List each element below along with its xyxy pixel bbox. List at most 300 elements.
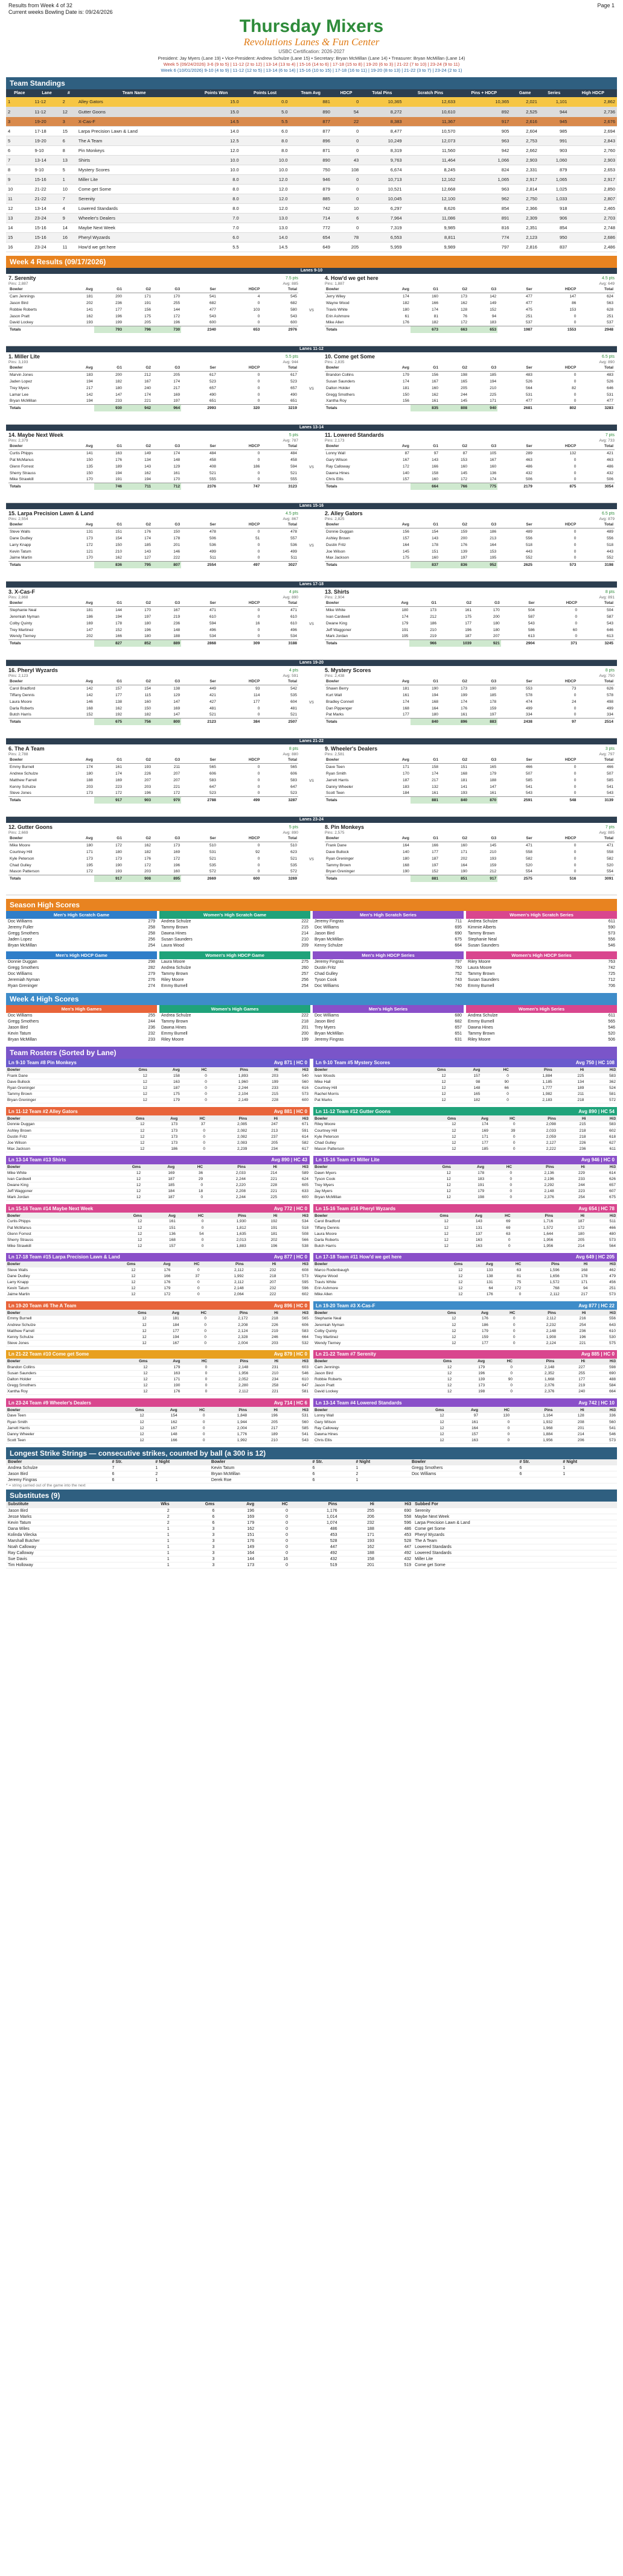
subs-cell: 0 [256, 1562, 290, 1568]
score-value: 797 [455, 960, 462, 964]
roster-cell: Lonny Wall [313, 1413, 406, 1419]
totals-row [8, 483, 298, 490]
score-value: 232 [148, 1032, 155, 1036]
bowler-name: Emmy Burnell [468, 1020, 494, 1024]
standings-cell: 5.0 [241, 107, 290, 116]
bowler-row [8, 463, 298, 470]
lane-banner: Lanes 9-10 [6, 268, 617, 274]
roster-team-meta: Avg 750 | HC 108 [575, 1060, 615, 1065]
roster-row [6, 1134, 310, 1140]
team-stats [325, 439, 615, 443]
bowler-row [325, 712, 615, 719]
high-score-box [6, 951, 157, 989]
roster-header-row [6, 1164, 310, 1170]
bowler-cell: 554 [607, 869, 613, 874]
bowler-cell: 131 [86, 529, 93, 534]
roster-cell: 172 [554, 1225, 586, 1231]
bowler-cell: Pat Marks [326, 712, 344, 717]
roster-cell: 2,149 [208, 1097, 249, 1103]
strike-cell [561, 1477, 617, 1483]
totals-cell: 756 [123, 719, 152, 725]
standings-cell: 1,025 [539, 184, 569, 194]
totals-row [8, 797, 298, 804]
bowler-row [8, 862, 298, 869]
roster-cell: 12 [411, 1225, 449, 1231]
strike-col: # Night [153, 1459, 209, 1465]
score-value: 276 [148, 978, 155, 982]
standings-cell: 8,811 [404, 232, 458, 242]
roster-cell: 0 [181, 1073, 208, 1079]
team-stats [8, 831, 298, 836]
roster-cell: 215 [557, 1121, 587, 1128]
roster-team-meta: Avg 871 | HC 0 [273, 1060, 307, 1065]
high-score-header: Men's High Scratch Series [313, 911, 464, 919]
match-row [6, 431, 617, 503]
totals-cell: 384 [217, 719, 261, 725]
bowler-col: G1 [94, 757, 123, 764]
bowler-cell: Steve Walls [10, 529, 31, 534]
team-rosters [6, 1059, 617, 1444]
bowler-cell: 617 [209, 372, 216, 377]
team-card [322, 744, 617, 816]
roster-cell: 573 [277, 1274, 310, 1280]
standings-cell: 2,351 [511, 223, 539, 232]
team-card [322, 588, 617, 659]
roster-team-meta: Avg 772 | HC 0 [273, 1205, 307, 1211]
standings-cell: 885 [290, 194, 332, 203]
standings-cell: 2,662 [511, 145, 539, 155]
bowler-col: G3 [468, 679, 497, 685]
subs-row [6, 1508, 617, 1514]
bowler-cell: 156 [432, 372, 438, 377]
bowler-cell: 168 [403, 863, 409, 868]
subs-cell: Dana Wiles [6, 1526, 129, 1532]
team-stats [8, 439, 298, 443]
roster-cell: 0 [485, 1188, 513, 1194]
standings-cell: Pin Monkeys [77, 145, 192, 155]
bowler-name: Chad Gulley [315, 972, 338, 976]
roster-header-row [313, 1164, 617, 1170]
standings-cell: 14.5 [191, 116, 240, 126]
standings-cell: 1,065 [457, 174, 511, 184]
roster-team-meta: Avg 877 | HC 22 [578, 1302, 615, 1309]
team-avg: Avg: 591 [283, 673, 298, 678]
roster-cell: 173 [145, 1134, 179, 1140]
team-card [6, 588, 301, 659]
roster-col: Bowler [313, 1310, 420, 1316]
roster-cell: 0 [179, 1425, 206, 1431]
standings-cell: 10,570 [404, 126, 458, 136]
bowler-cell: 151 [461, 764, 468, 769]
roster-table [313, 1213, 617, 1249]
roster-col: Hi3 [278, 1213, 310, 1219]
bowler-cell: 499 [525, 706, 532, 711]
strike-col: Bowler [209, 1459, 311, 1465]
roster-cell: 0 [181, 1328, 208, 1334]
bowler-col: G2 [439, 365, 468, 372]
standings-cell: Come get Some [77, 184, 192, 194]
roster-row [313, 1437, 617, 1443]
bowler-cell: 168 [86, 706, 93, 711]
bowler-cell: 187 [465, 634, 472, 639]
bowler-name: Jeremy Fuller [8, 925, 34, 930]
high-score-row [159, 971, 310, 977]
roster-cell: 184 [142, 1188, 176, 1194]
high-score-row [313, 977, 464, 983]
roster-row [6, 1073, 310, 1079]
standings-cell: 0 [332, 184, 360, 194]
bowler-cell: 160 [461, 843, 468, 848]
bowler-col: Ser [181, 522, 217, 528]
bowler-col: G2 [438, 600, 473, 607]
bowler-col: Bowler [8, 600, 63, 607]
bowler-row [325, 313, 615, 320]
standings-row [6, 184, 617, 194]
bowler-header [325, 365, 615, 372]
bowler-col: G3 [152, 757, 181, 764]
roster-card [313, 1059, 617, 1104]
bowler-cell: 0 [257, 712, 260, 717]
roster-cell: 2,376 [513, 1194, 555, 1201]
subs-cell: 3 [171, 1538, 217, 1544]
bowler-cell: 172 [403, 464, 409, 469]
roster-cell: 12 [407, 1073, 447, 1079]
roster-cell: 210 [248, 1437, 279, 1443]
roster-col: Hi [248, 1213, 279, 1219]
team-card [322, 431, 617, 503]
bowler-cell: 558 [607, 849, 613, 854]
bowler-cell: 194 [144, 477, 152, 482]
roster-cell: 12 [407, 1097, 447, 1103]
standings-row [6, 174, 617, 184]
bowler-cell: 0 [573, 849, 577, 854]
roster-cell: 0 [181, 1389, 208, 1395]
subs-cell: Larpa Precision Lawn & Land [413, 1520, 617, 1526]
bowler-cell: 0 [575, 608, 578, 612]
roster-cell: 247 [248, 1121, 279, 1128]
bowler-cell: 168 [461, 771, 468, 776]
bowler-cell: 190 [403, 869, 409, 874]
bowler-cell: 178 [115, 621, 122, 626]
strike-cell: 1 [561, 1471, 617, 1477]
team-name-row [325, 432, 615, 439]
bowler-table [8, 365, 298, 411]
roster-cell: 177 [457, 1140, 489, 1146]
bowler-cell: 195 [401, 634, 409, 639]
roster-cell: Dave Teen [6, 1413, 107, 1419]
page-top [0, 0, 623, 16]
bowler-cell: 94 [491, 314, 497, 319]
roster-cell: Mike Strawkill [6, 1243, 104, 1249]
bowler-col: Avg [63, 836, 94, 842]
bowler-row [8, 620, 298, 627]
bowler-cell: 154 [115, 536, 122, 541]
bowler-cell: 143 [432, 457, 438, 462]
standings-cell: 9 [6, 174, 33, 184]
bowler-cell: 481 [290, 706, 297, 711]
bowler-cell: 162 [144, 843, 152, 848]
standings-cell: 1,101 [539, 97, 569, 107]
team-pins: Pins: 2,887 [8, 281, 28, 286]
bowler-cell: Mike Strawkill [10, 477, 34, 482]
team-avg: Avg: 879 [599, 516, 615, 521]
bowler-cell: 557 [290, 536, 297, 541]
totals-cell [63, 719, 94, 725]
high-score-table [6, 1013, 157, 1043]
bowler-cell: Bryan McMillan [10, 399, 37, 404]
subs-cell: 3 [171, 1550, 217, 1556]
bowler-cell: 180 [115, 849, 122, 854]
bowler-cell: 196 [465, 627, 472, 632]
bowler-name: Bryan McMillan [8, 944, 37, 948]
roster-cell: Ivan Woods [313, 1073, 407, 1079]
roster-cell: 0 [179, 1146, 206, 1152]
totals-cell: 835 [411, 405, 439, 411]
roster-cell: 1,968 [511, 1425, 554, 1431]
roster-team-name: Ln 23-24 Team #9 Wheeler's Dealers [8, 1400, 91, 1406]
totals-cell: 516 [534, 875, 578, 882]
roster-cell: Trey Myers [313, 1182, 414, 1188]
subs-cell: 144 [216, 1556, 256, 1562]
bowler-cell: 181 [86, 294, 93, 299]
roster-cell: 0 [179, 1419, 206, 1425]
roster-row [313, 1170, 617, 1176]
bowler-name: Stephanie Neal [468, 937, 497, 942]
bowler-cell: 24 [572, 699, 577, 704]
roster-cell: 618 [587, 1134, 617, 1140]
roster-cell: 12 [107, 1431, 145, 1437]
bowler-col: Bowler [325, 365, 379, 372]
roster-cell: 657 [586, 1182, 617, 1188]
bowler-col: HDCP [534, 522, 578, 528]
subs-cell: 151 [216, 1532, 256, 1538]
roster-cell: Ryan Greninger [6, 1085, 111, 1091]
roster-cell: 0 [490, 1334, 517, 1340]
bowler-cell: 0 [257, 385, 260, 390]
roster-col: Hi [247, 1164, 278, 1170]
bowler-name: Doc Williams [315, 984, 339, 988]
standings-cell: 2,525 [511, 107, 539, 116]
roster-col: Hi3 [586, 1359, 617, 1365]
totals-cell: 940 [468, 405, 497, 411]
roster-cell: 176 [137, 1267, 172, 1274]
roster-cell: 159 [457, 1334, 489, 1340]
roster-cell: 0 [181, 1365, 208, 1371]
bowler-cell: 185 [490, 372, 497, 377]
team-stats [325, 360, 615, 365]
bowler-row [325, 548, 615, 555]
standings-cell: 8,319 [360, 145, 403, 155]
team-name-row [325, 275, 615, 282]
high-score-row [159, 983, 310, 989]
roster-cell: 154 [145, 1413, 179, 1419]
bowler-cell: 541 [607, 784, 613, 789]
roster-col: Pins [513, 1164, 555, 1170]
bowler-cell: 160 [432, 385, 438, 390]
subs-cell: Lowered Standards [413, 1544, 617, 1550]
bowler-cell: 82 [572, 385, 577, 390]
bowler-col: G2 [123, 443, 152, 450]
lane-banner: Lanes 19-20 [6, 660, 617, 666]
roster-cell: 1,572 [512, 1225, 555, 1231]
team-name-row [325, 354, 615, 360]
bowler-col: Avg [379, 757, 411, 764]
roster-cell: Dave Bullock [6, 1079, 111, 1085]
roster-cell: Courtney Hill [313, 1128, 420, 1134]
team-pins: Pins: 2,669 [8, 830, 28, 835]
roster-row [313, 1079, 617, 1085]
roster-header [313, 1253, 617, 1261]
roster-cell: 541 [586, 1425, 617, 1431]
roster-cell: 171 [149, 1377, 182, 1383]
bowler-cell: 521 [290, 471, 297, 475]
roster-cell: 254 [555, 1194, 586, 1201]
subs-row [6, 1520, 617, 1526]
totals-row [325, 326, 615, 333]
bowler-cell: 0 [573, 863, 577, 868]
bowler-col: Bowler [325, 679, 379, 685]
bowler-cell: Trey Myers [10, 385, 30, 390]
bowler-col: HDCP [534, 365, 578, 372]
bowler-row [8, 784, 298, 790]
bowler-col: Total [577, 522, 615, 528]
standings-cell: 10.0 [241, 165, 290, 174]
bowler-col: Bowler [8, 679, 63, 685]
roster-col: HC [490, 1310, 517, 1316]
bowler-cell: 4 [257, 294, 260, 299]
roster-cell: 541 [279, 1431, 310, 1437]
subs-cell: Jason Bird [6, 1508, 129, 1514]
standings-col-header: Game [511, 89, 539, 97]
roster-card [313, 1253, 617, 1298]
bowler-col: G2 [123, 365, 152, 372]
strike-note: * = string carried out of the game into the next [6, 1483, 86, 1488]
bowler-cell: 150 [86, 457, 93, 462]
bowler-cell: 166 [432, 464, 438, 469]
high-score-row [313, 983, 464, 989]
roster-cell: 219 [555, 1383, 586, 1389]
bowler-cell: 0 [573, 764, 577, 769]
bowler-row [8, 770, 298, 777]
roster-cell: 2,244 [204, 1176, 247, 1182]
roster-cell: 664 [586, 1389, 617, 1395]
bowler-cell: 161 [432, 399, 438, 404]
team-name: 5. Mystery Scores [325, 667, 371, 673]
roster-team-name: Ln 11-12 Team #2 Alley Gators [8, 1108, 78, 1114]
roster-cell: 617 [279, 1146, 310, 1152]
roster-team-name: Ln 19-20 Team #3 X-Cas-F [316, 1302, 375, 1309]
roster-cell: 610 [587, 1328, 617, 1334]
roster-col: Avg [137, 1261, 172, 1267]
roster-cell: 12 [414, 1182, 452, 1188]
bowler-cell: Steve Jones [10, 791, 31, 796]
roster-cell: Bryan Greninger [6, 1097, 111, 1103]
bowler-cell: Kyle Peterson [10, 856, 34, 861]
bowler-cell: 141 [461, 784, 468, 789]
subs-cell: 447 [376, 1544, 413, 1550]
bowler-name: Trey Myers [315, 1026, 336, 1030]
totals-label: Totals [325, 797, 379, 804]
bowler-cell: 158 [432, 764, 438, 769]
subs-cell: 1,074 [290, 1520, 339, 1526]
roster-cell: Dawn Myers [313, 1170, 414, 1176]
standings-cell: 13-14 [33, 203, 61, 213]
roster-cell: 130 [479, 1413, 511, 1419]
totals-cell: 852 [123, 640, 152, 647]
roster-cell: 12 [112, 1389, 149, 1395]
roster-cell: 0 [179, 1413, 206, 1419]
roster-cell: 0 [181, 1340, 208, 1346]
roster-card [6, 1107, 310, 1152]
bowler-cell: 507 [607, 771, 613, 776]
high-score-header: Men's High Series [313, 1005, 464, 1013]
bowler-row [325, 385, 615, 392]
bowler-cell: 536 [290, 542, 297, 547]
week-high-title: Week 4 High Scores [6, 993, 617, 1005]
bowler-cell: Chris Ellis [326, 477, 343, 482]
bowler-col: HDCP [534, 757, 578, 764]
score-value: 556 [608, 937, 615, 942]
bowler-cell: 506 [607, 477, 613, 482]
bowler-cell: 484 [209, 451, 216, 455]
strike-col: # Str. [311, 1459, 354, 1465]
roster-cell: 196 [248, 1243, 279, 1249]
bowler-cell: Scott Teen [326, 791, 345, 796]
roster-cell: Jeremiah Nyman [313, 1322, 420, 1328]
bowler-cell: 203 [144, 869, 152, 874]
team-card [6, 823, 301, 895]
roster-cell: 227 [555, 1365, 586, 1371]
subs-cell: 164 [216, 1550, 256, 1556]
roster-cell: 12 [420, 1146, 457, 1152]
roster-col: Bowler [6, 1359, 112, 1365]
roster-row [6, 1146, 310, 1152]
team-card [322, 509, 617, 581]
roster-cell: 173 [145, 1121, 179, 1128]
standings-cell: 8 [6, 165, 33, 174]
bowler-cell: 217 [86, 385, 93, 390]
bowler-col: Ser [497, 365, 534, 372]
roster-team-name: Ln 13-14 Team #13 Shirts [8, 1157, 66, 1163]
bowler-cell: 205 [461, 385, 468, 390]
roster-cell: 0 [181, 1371, 208, 1377]
bowler-name: Ryan Greninger [8, 984, 38, 988]
bowler-cell: 202 [86, 634, 93, 639]
roster-col: Hi [249, 1359, 280, 1365]
totals-cell: 896 [439, 719, 468, 725]
roster-col: Gms [104, 1213, 143, 1219]
roster-cell: 217 [248, 1425, 279, 1431]
bowler-cell: Dalton Holder [326, 385, 350, 390]
roster-cell: 524 [585, 1085, 617, 1091]
roster-cell: 240 [555, 1389, 586, 1395]
subs-cell: 558 [376, 1514, 413, 1520]
bowler-cell: 188 [173, 634, 181, 639]
roster-cell: 236 [557, 1146, 587, 1152]
bowler-col: G2 [123, 287, 152, 293]
bowler-cell: 521 [209, 856, 216, 861]
roster-cell: 81 [494, 1274, 523, 1280]
roster-col: Pins [201, 1261, 245, 1267]
roster-cell: 37 [179, 1121, 206, 1128]
standings-cell: 13 [61, 155, 77, 165]
bowler-col: Total [577, 365, 615, 372]
roster-team-meta: Avg 654 | HC 78 [578, 1205, 615, 1211]
team-name-row [8, 746, 298, 752]
strike-cell [410, 1477, 517, 1483]
score-value: 258 [148, 925, 155, 930]
substitutes-title: Substitutes (9) [6, 1489, 617, 1502]
